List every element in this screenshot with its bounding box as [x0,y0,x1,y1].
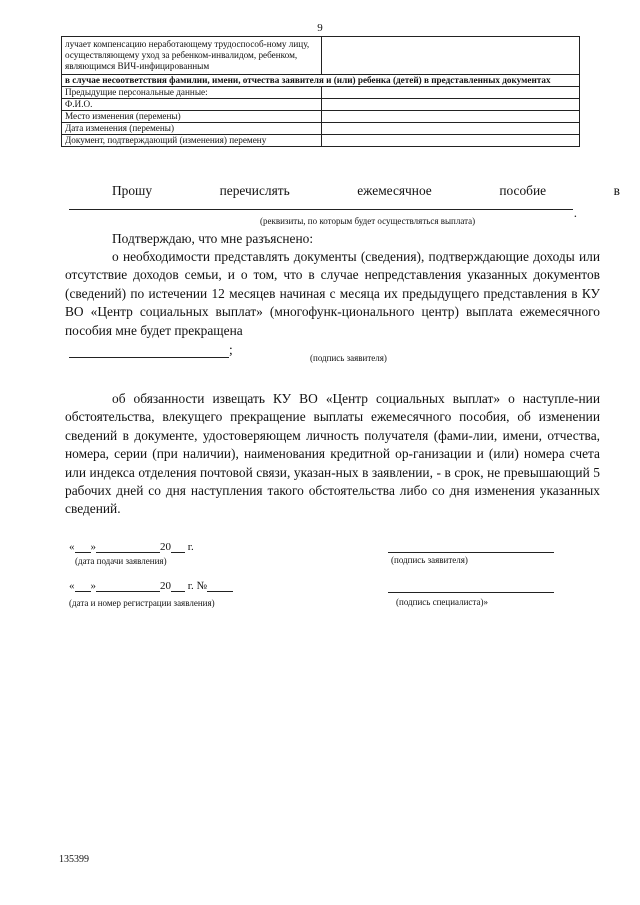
quote-open: « [69,580,75,592]
applicant-signature-line-1[interactable] [69,342,233,358]
registration-number-blank [207,580,233,592]
table-cell-empty [322,37,580,75]
day-blank [75,580,91,592]
year-blank [171,541,185,553]
table-row [62,135,580,147]
table-cell: Документ, подтверждающий (изменения) перемену [62,135,322,147]
table-cell-empty [322,87,580,99]
signature-suffix: ; [229,342,233,357]
table-row [62,37,580,75]
submission-date-note: (дата подачи заявления) [75,556,167,566]
specialist-signature-line[interactable] [388,592,554,593]
table-cell-empty [322,111,580,123]
month-blank [96,580,160,592]
specialist-signature-note: (подпись специалиста)» [396,597,488,607]
year-prefix: 20 [160,541,171,553]
payment-details-field[interactable] [69,205,577,220]
clause-notification: об обязанности извещать КУ ВО «Центр социальных выплат» о наступле-нии обстоятельства, влекущего прекращение выплаты ежемесячного пособия, об изменении сведений в документе, удостоверяющем личность получателя (фами-лии, имени, отчества, номера, серии (при наличии), наименования кредитной ор-ганизации и (или) номера счета или индекса отделения почтовой связи, указан-ных в заявлении, - в срок, не превышающий 5 рабочих дней со дня наступления такого обстоятельства либо со дня изменения указанных сведений. [65,391,600,517]
table-cell-empty [322,99,580,111]
month-blank [96,541,160,553]
year-blank [171,580,185,592]
submission-date-field[interactable] [69,541,194,553]
quote-close: » [90,580,96,592]
table-cell: Дата изменения (перемены) [62,123,322,135]
applicant-signature-note-2: (подпись заявителя) [391,555,468,565]
table-row [62,75,580,87]
table-cell-empty [322,135,580,147]
signature-blank [69,343,229,358]
table-row [62,99,580,111]
registration-number-label: г. № [187,580,208,592]
table-cell: Место изменения (перемены) [62,111,322,123]
payment-details-note: (реквизиты, по которым будет осуществляться выплата) [260,216,476,226]
page-number: 9 [317,22,323,34]
registration-note: (дата и номер регистрации заявления) [69,598,215,608]
confirm-title: Подтверждаю, что мне разъяснено: [112,231,314,246]
clause-documents: о необходимости представлять документы (сведения), подтверждающие доходы или отсутствие доходов семьи, и о том, что в случае непредставления указанных документов (сведений) по истечении 12 месяцев начиная с месяца их предыдущего представления в КУ ВО «Центр социальных выплат» (многофунк-ционального центр) выплата ежемесячного пособия мне будет прекращена [65,249,600,338]
field-end-mark: . [573,205,577,220]
request-word: в [613,183,620,198]
request-word: Прошу [112,183,153,198]
registration-date-field[interactable] [69,580,233,592]
quote-close: » [90,541,96,553]
table-row [62,123,580,135]
document-id: 135399 [59,854,89,865]
table-cell-empty [322,123,580,135]
table-section-title: в случае несоответствия фамилии, имени, отчества заявителя и (или) ребенка (детей) в представленных документах [62,75,580,87]
quote-open: « [69,541,75,553]
table-cell: Предыдущие персональные данные: [62,87,322,99]
year-suffix: г. [187,541,194,553]
year-prefix: 20 [160,580,171,592]
personal-data-table [61,36,580,147]
table-cell: лучает компенсацию неработающему трудоспособ-ному лицу, осуществляющему уход за ребенком-инвалидом, ребенком, являющимся ВИЧ-инфицированным [62,37,322,75]
table-row [62,87,580,99]
applicant-signature-line-2[interactable] [388,552,554,553]
applicant-signature-note-1: (подпись заявителя) [310,353,387,363]
table-row [62,111,580,123]
request-word: ежемесячное [357,183,432,198]
payment-request-line [112,183,620,199]
day-blank [75,541,91,553]
request-word: перечислять [219,183,290,198]
request-word: пособие [499,183,547,198]
table-cell: Ф.И.О. [62,99,322,111]
